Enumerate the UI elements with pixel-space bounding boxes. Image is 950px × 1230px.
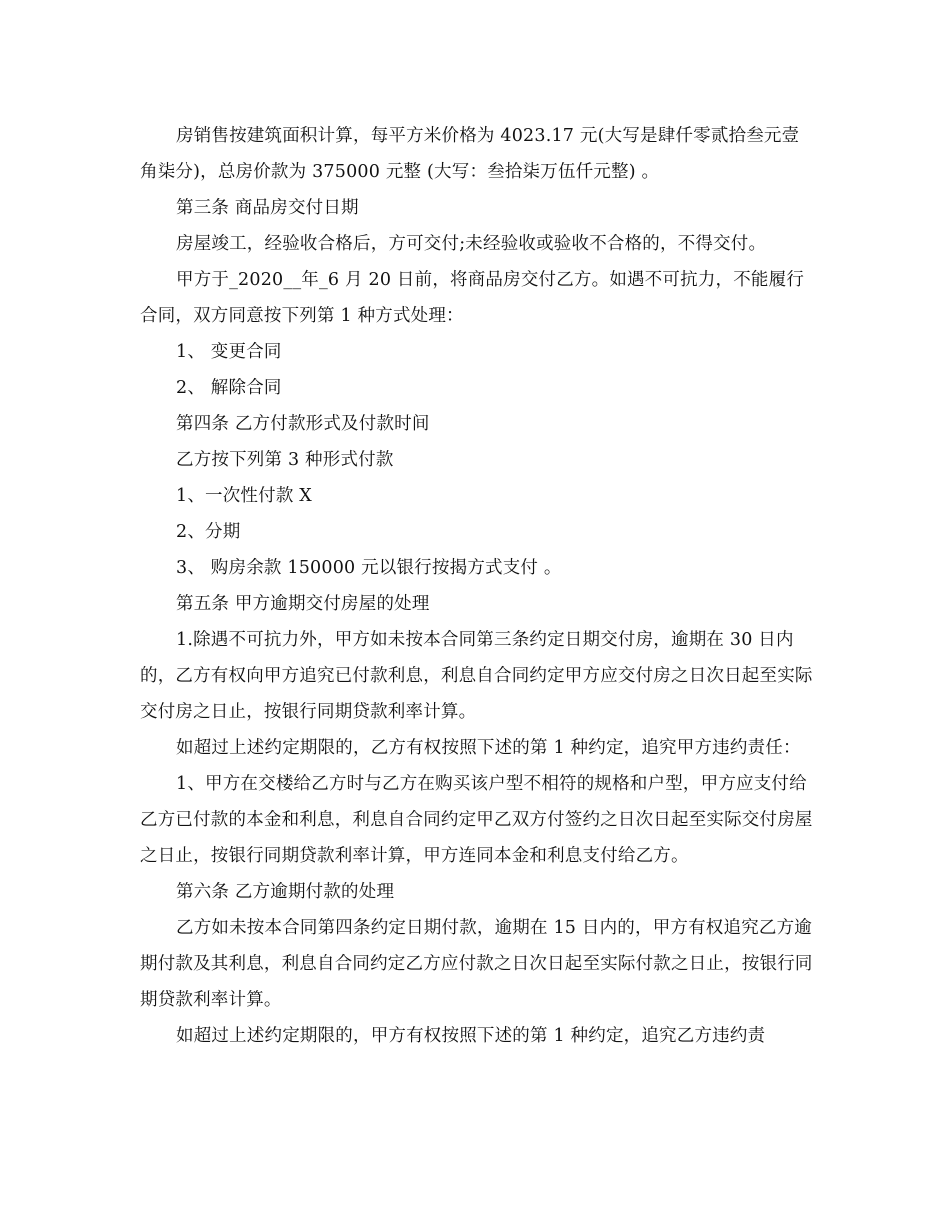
heading-article-5: 第五条 甲方逾期交付房屋的处理	[176, 594, 430, 614]
paragraph-late-payment: 乙方如未按本合同第四条约定日期付款，逾期在 15 日内的，甲方有权追究乙方逾期付款及其利息，利息自合同约定乙方应付款之日次日起至实际付款之日止，按银行同期贷款利率计算。	[140, 918, 813, 1010]
list-item-change-contract: 1、 变更合同	[176, 342, 282, 362]
list-item-terminate-contract: 2、 解除合同	[176, 378, 282, 398]
paragraph-completion: 房屋竣工，经验收合格后，方可交付;未经验收或验收不合格的，不得交付。	[176, 234, 767, 254]
heading-article-4: 第四条 乙方付款形式及付款时间	[176, 414, 430, 434]
heading-article-3: 第三条 商品房交付日期	[176, 198, 359, 218]
paragraph-mismatch: 1、甲方在交楼给乙方时与乙方在购买该户型不相符的规格和户型，甲方应支付给乙方已付款的本金和利息，利息自合同约定甲乙双方付签约之日次日起至实际交付房屋之日止，按银行同期贷款利率计算，甲方连同本金和利息支付给乙方。	[140, 774, 813, 866]
list-item-installment: 2、分期	[176, 522, 241, 542]
paragraph-payment-form: 乙方按下列第 3 种形式付款	[176, 450, 394, 470]
heading-article-6: 第六条 乙方逾期付款的处理	[176, 882, 395, 902]
list-item-lump-sum: 1、一次性付款 X	[176, 486, 312, 506]
paragraph-late-delivery: 1.除遇不可抗力外，甲方如未按本合同第三条约定日期交付房，逾期在 30 日内的，乙方有权向甲方追究已付款利息，利息自合同约定甲方应交付房之日次日起至实际交付房之日止，按银行同期贷款利率计算。	[140, 630, 813, 722]
paragraph-exceed-period-a: 如超过上述约定期限的，乙方有权按照下述的第 1 种约定，追究甲方违约责任：	[176, 738, 801, 758]
paragraph-exceed-period-b: 如超过上述约定期限的，甲方有权按照下述的第 1 种约定，追究乙方违约责	[176, 1026, 766, 1046]
paragraph-delivery-date: 甲方于_2020__年_6 月 20 日前，将商品房交付乙方。如遇不可抗力，不能履行合同，双方同意按下列第 1 种方式处理：	[140, 270, 805, 326]
list-item-mortgage: 3、 购房余款 150000 元以银行按揭方式支付 。	[176, 558, 562, 578]
paragraph-price: 房销售按建筑面积计算，每平方米价格为 4023.17 元(大写是肆仟零贰拾叁元壹角柒分)，总房价款为 375000 元整 (大写：叁拾柒万伍仟元整) 。	[140, 126, 800, 182]
